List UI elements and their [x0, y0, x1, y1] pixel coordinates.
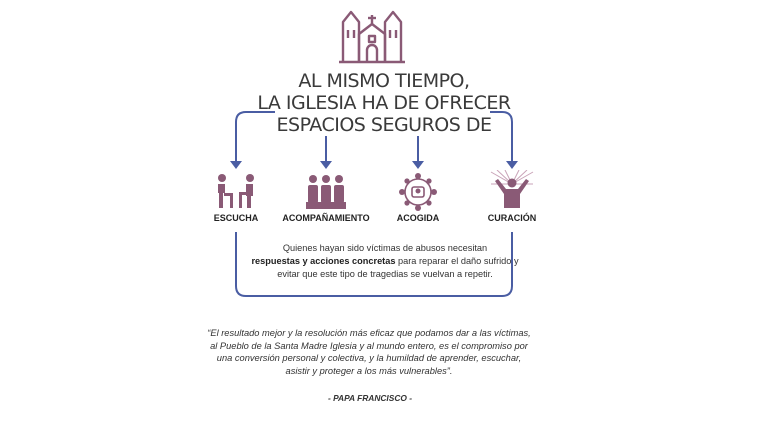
description-part-1: Quienes hayan sido víctimas de abusos necesitan — [282, 243, 488, 253]
group-people-icon — [303, 172, 349, 212]
pope-quote: “El resultado mejor y la resolución más eficaz que podamos dar a las víctimas, al Pueblo de la Santa Madre Iglesia y al mundo entero, es el compromiso por una conversión personal y colectiva, y la humildad de aprender, escuchar, asistir y proteger a los más vulnerables”. — [207, 328, 531, 376]
arrow-head — [230, 161, 242, 169]
headline-line-3: ESPACIOS SEGUROS DE — [276, 114, 492, 136]
label-acogida: ACOGIDA — [396, 213, 440, 223]
label-escucha: ESCUCHA — [213, 213, 259, 223]
quote-author: - PAPA FRANCISCO - — [327, 393, 413, 403]
listening-people-icon — [213, 172, 259, 212]
welcome-circle-icon — [395, 172, 441, 212]
label-acompanamiento: ACOMPAÑAMIENTO — [282, 213, 370, 223]
label-curacion: CURACIÓN — [487, 213, 537, 223]
connector-right — [490, 112, 512, 162]
description-part-2: para reparar el daño sufrido y evitar que este tipo de tragedias se vuelvan a repetir. — [277, 256, 519, 279]
description-text — [240, 242, 530, 281]
headline-line-1: AL MISMO TIEMPO, — [298, 70, 470, 92]
headline-line-2: LA IGLESIA HA DE OFRECER — [257, 92, 511, 114]
arrow-head — [506, 161, 518, 169]
healing-person-icon — [489, 170, 535, 210]
arrow-head — [412, 161, 424, 169]
connector-left — [236, 112, 275, 162]
arrow-head — [320, 161, 332, 169]
description-emphasis: respuestas y acciones concretas — [251, 256, 396, 266]
